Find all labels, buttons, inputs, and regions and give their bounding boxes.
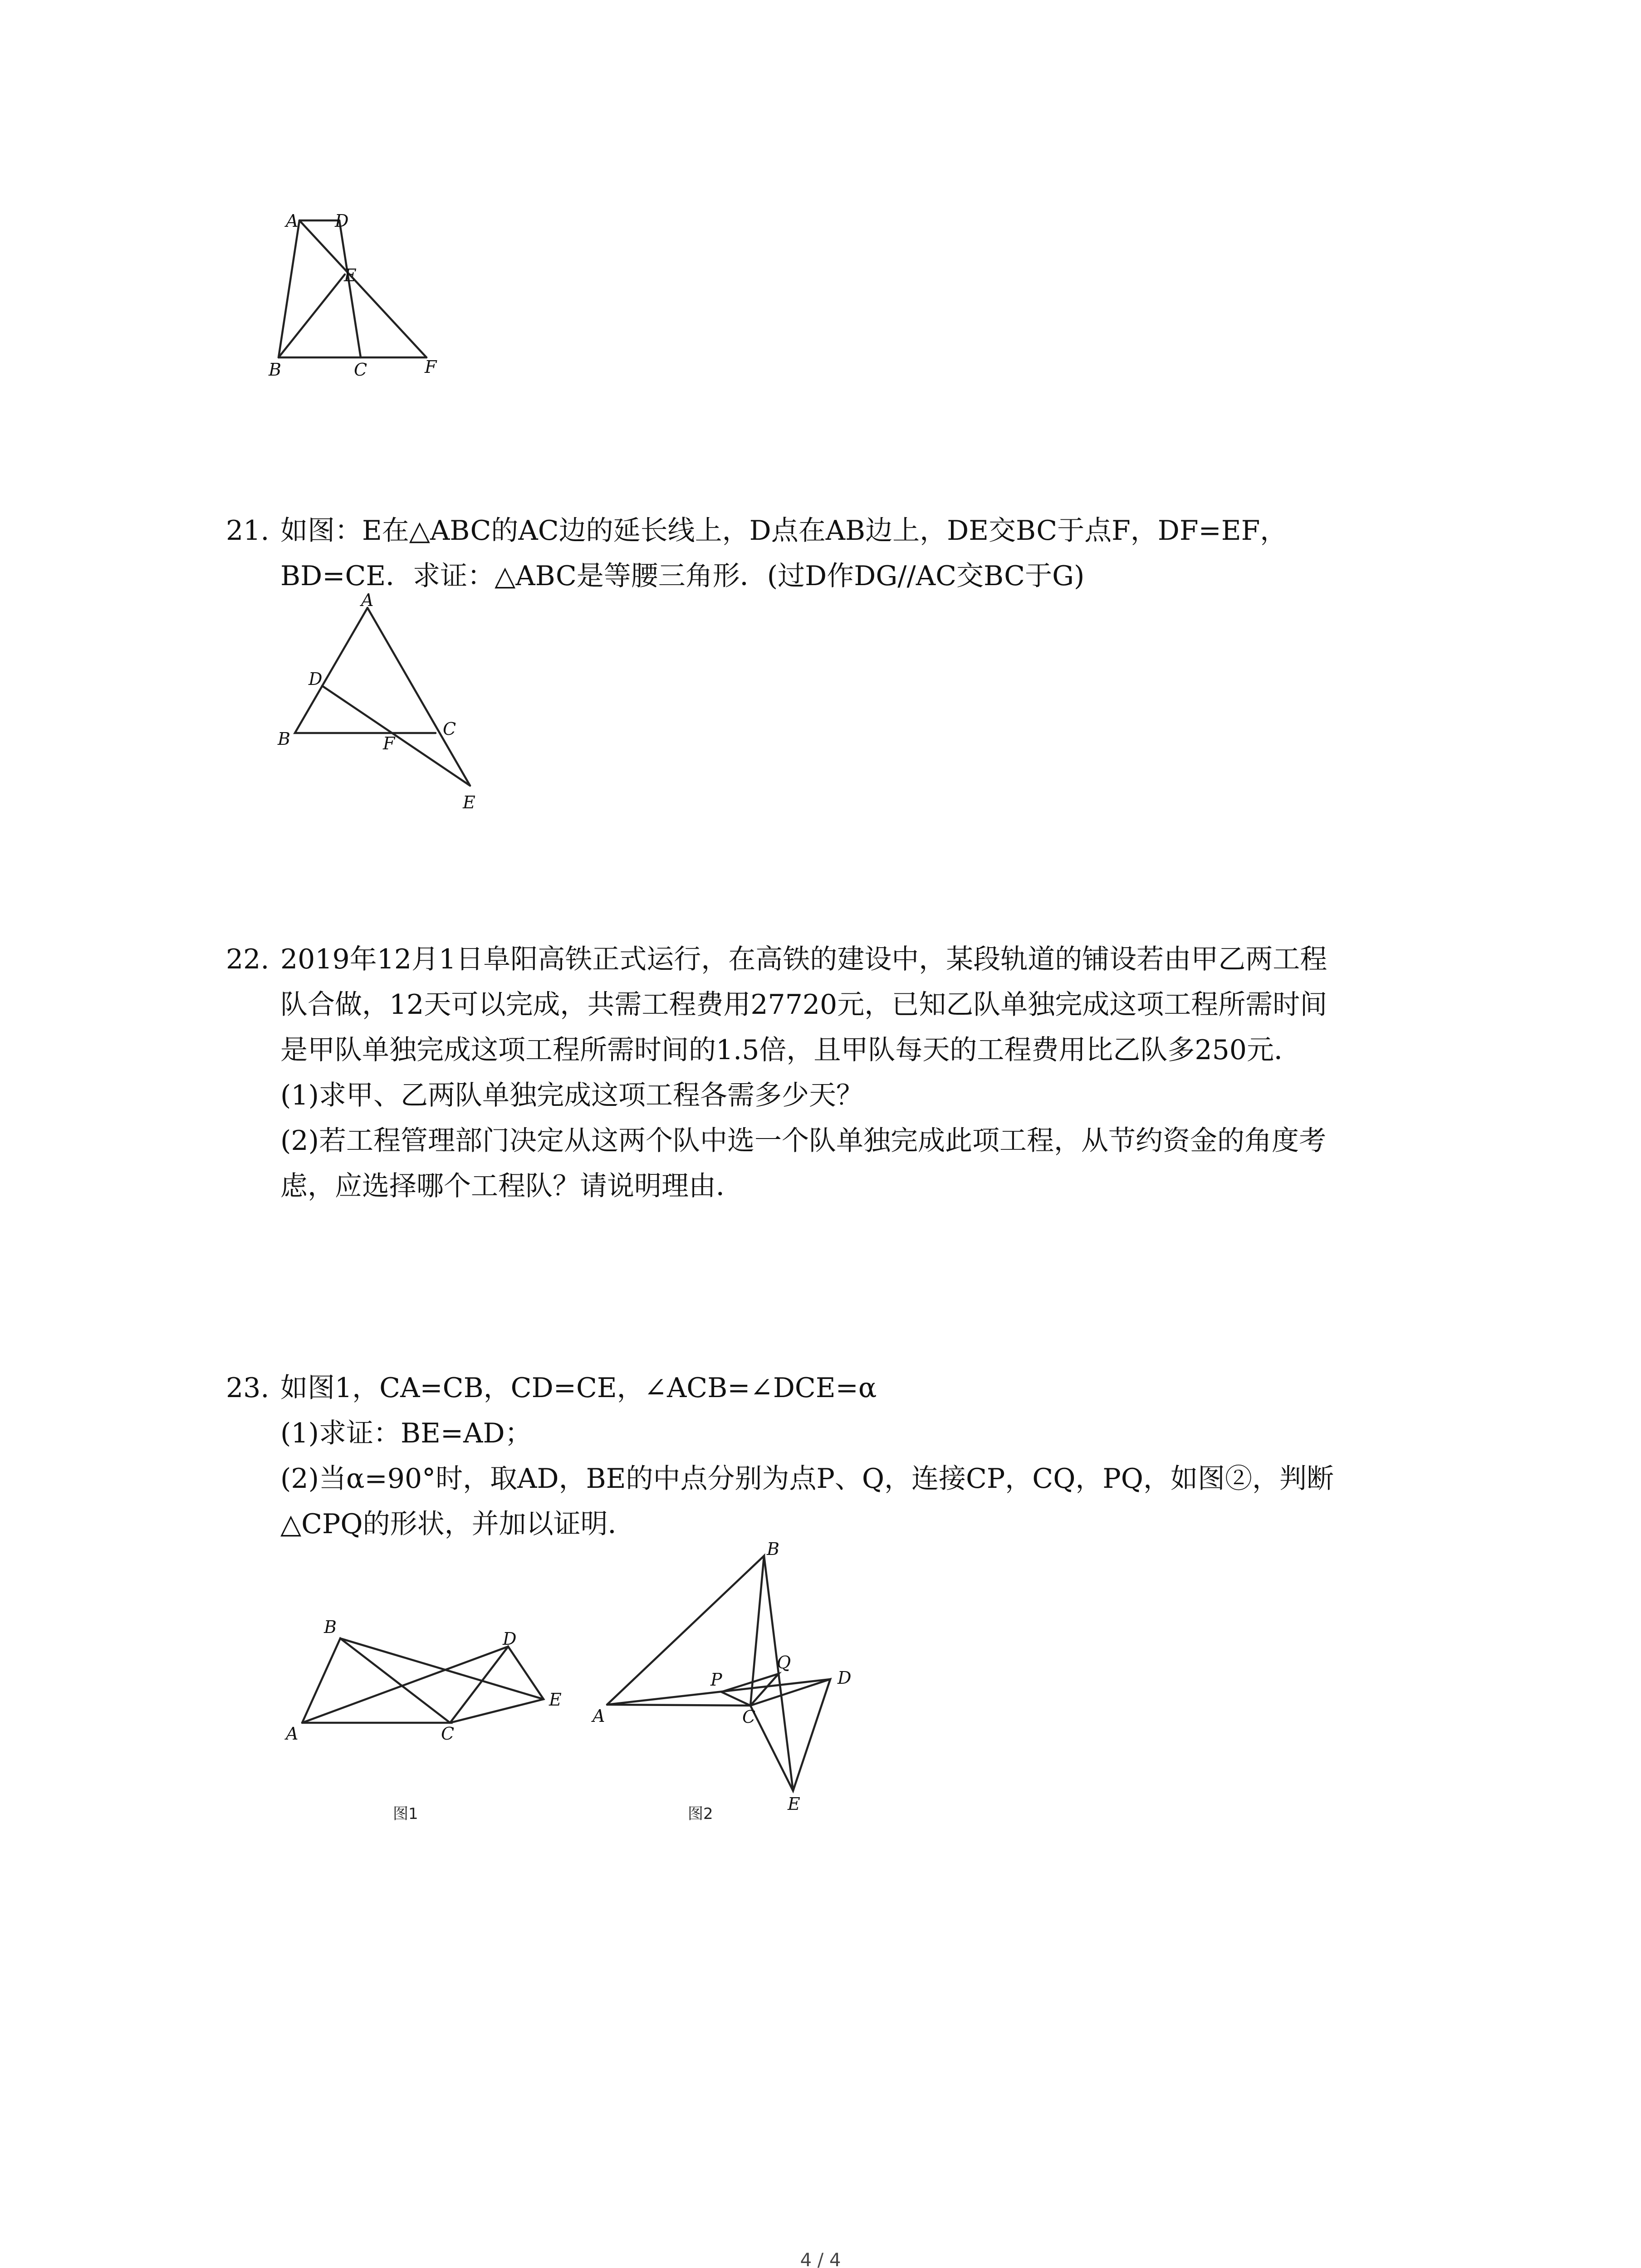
point-label-c: C: [354, 360, 367, 380]
question-text-line: (1)求证：BE=AD；: [280, 1418, 532, 1449]
point-label-d: D: [838, 1668, 852, 1688]
question-text-line: (1)求甲、乙两队单独完成这项工程各需多少天？: [280, 1080, 863, 1111]
point-label-e: E: [344, 265, 357, 285]
segment-dc: [339, 220, 361, 357]
point-label-d: D: [335, 211, 349, 231]
figure-caption: 图2: [688, 1805, 713, 1823]
point-label-a: A: [593, 1706, 605, 1726]
point-label-d: D: [309, 669, 323, 689]
point-label-b: B: [324, 1617, 337, 1637]
point-label-p: P: [710, 1670, 722, 1690]
triangle-abc: [302, 1638, 450, 1723]
question-text-line: △CPQ的形状，并加以证明．: [280, 1508, 635, 1540]
figure-q21-lines: [295, 608, 470, 786]
page-number: 4 / 4: [800, 2250, 841, 2268]
point-label-e: E: [788, 1794, 800, 1814]
point-label-d: D: [503, 1629, 517, 1649]
point-label-e: E: [463, 792, 475, 812]
triangle-abc: [607, 1556, 764, 1706]
segment-ae: [367, 608, 470, 786]
point-label-b: B: [278, 729, 290, 749]
question-text-line: 2019年12月1日阜阳高铁正式运行，在高铁的建设中，某段轨道的铺设若由甲乙两工程: [280, 943, 1327, 975]
figure-q23-1-lines: [302, 1638, 544, 1723]
question-text-line: (2)当α=90°时，取AD，BE的中点分别为点P、Q，连接CP，CQ，PQ，如图②，判断: [280, 1463, 1334, 1495]
figure-q23-2: [585, 1538, 876, 1846]
question-number: 23.: [226, 1372, 269, 1404]
point-label-a: A: [286, 211, 299, 231]
point-label-a: A: [361, 590, 374, 610]
point-label-b: B: [767, 1539, 779, 1559]
figure-q23-1: [281, 1610, 581, 1846]
question-text-line: BD=CE．求证：△ABC是等腰三角形．(过D作DG//AC交BC于G): [280, 560, 1085, 592]
point-label-c: C: [443, 719, 456, 739]
figure-q20: [268, 213, 458, 386]
question-text-line: (2)若工程管理部门决定从这两个队中选一个队单独完成此项工程，从节约资金的角度考: [280, 1125, 1326, 1157]
question-number: 21.: [226, 515, 269, 547]
figure-caption: 图1: [393, 1805, 418, 1823]
point-label-c: C: [742, 1707, 756, 1727]
question-text-line: 是甲队单独完成这项工程所需时间的1.5倍，且甲队每天的工程费用比乙队多250元．: [280, 1034, 1301, 1066]
question-text-line: 如图1，CA=CB，CD=CE，∠ACB=∠DCE=α: [280, 1372, 877, 1404]
segment-af: [299, 220, 426, 357]
point-label-a: A: [286, 1724, 299, 1744]
question-text-line: 如图：E在△ABC的AC边的延长线上，D点在AB边上，DE交BC于点F，DF=EF，: [280, 515, 1288, 547]
question-number: 22.: [226, 943, 269, 975]
point-label-f: F: [425, 357, 437, 377]
question-text-line: 虑，应选择哪个工程队？请说明理由．: [280, 1170, 743, 1202]
point-label-e: E: [549, 1690, 562, 1710]
point-label-q: Q: [777, 1652, 791, 1672]
segment-ab: [279, 220, 299, 357]
point-label-f: F: [383, 733, 395, 753]
question-23: [226, 1365, 1334, 1547]
point-label-b: B: [269, 360, 281, 380]
figure-q20-lines: [279, 220, 426, 357]
question-text-line: 队合做，12天可以完成，共需工程费用27720元，已知乙队单独完成这项工程所需时间: [280, 989, 1327, 1021]
figure-q21: [272, 590, 490, 816]
question-22: [226, 937, 1327, 1209]
point-label-c: C: [441, 1724, 455, 1744]
question-21: [226, 508, 1287, 599]
